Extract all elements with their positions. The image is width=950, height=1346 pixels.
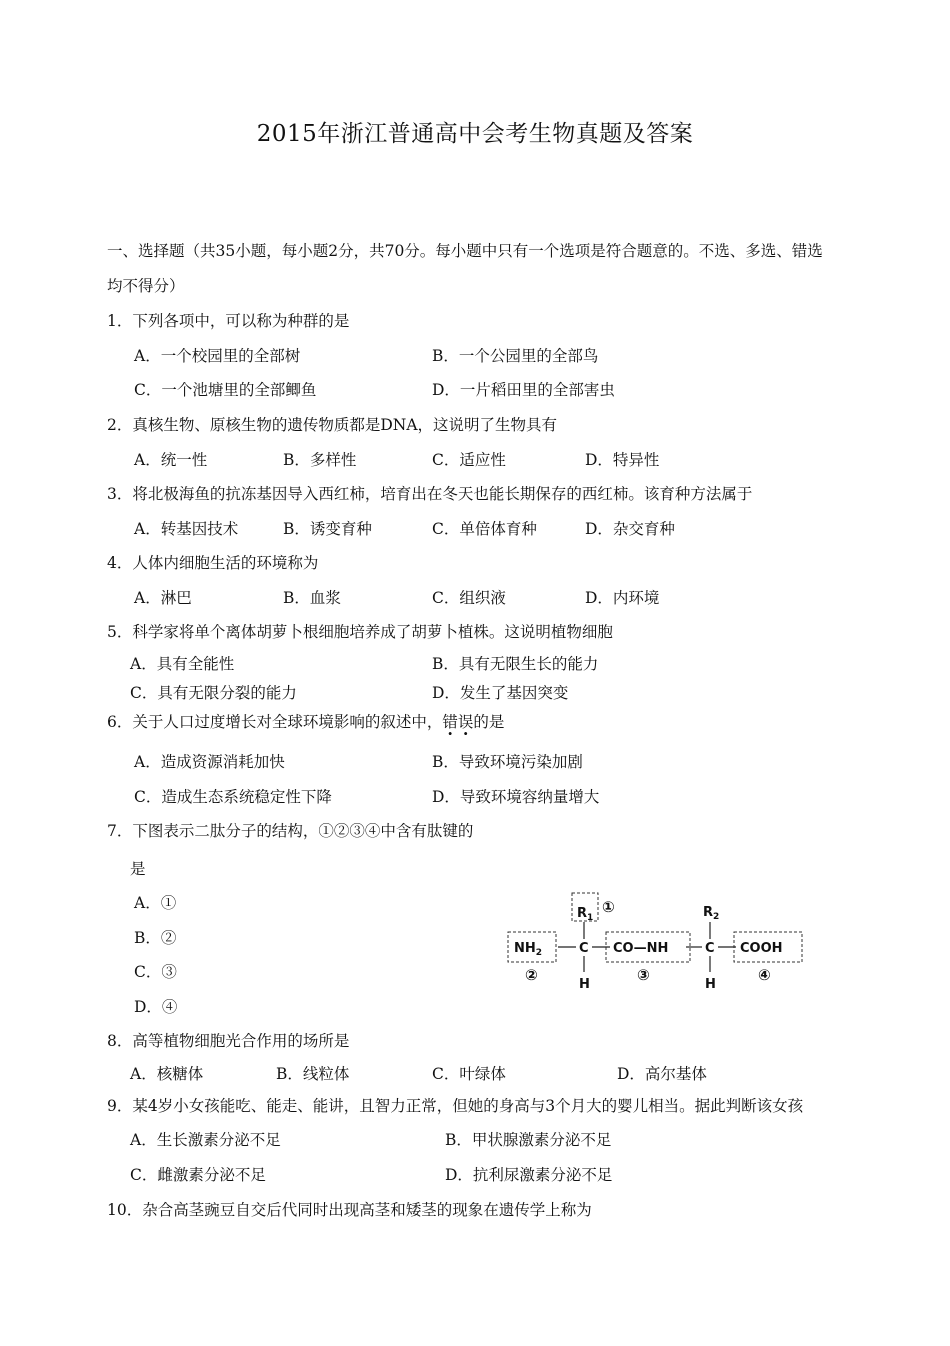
question-7-option-a: A．① (134, 894, 177, 912)
cooh-label: COOH (740, 941, 783, 956)
r2-label: $R_2$ (703, 905, 720, 922)
marker-2: ② (525, 966, 538, 984)
question-8-option-a: A．核糖体 (130, 1065, 204, 1083)
question-4-option-d: D．内环境 (585, 589, 660, 607)
question-9-option-b: B．甲状腺激素分泌不足 (445, 1131, 612, 1149)
question-7-option-b: B．② (134, 929, 177, 947)
question-1-option-c: C．一个池塘里的全部鲫鱼 (134, 381, 317, 399)
question-3-option-a: A．转基因技术 (134, 520, 239, 538)
question-4-option-b: B．血浆 (283, 589, 341, 607)
question-6-option-c: C．造成生态系统稳定性下降 (134, 788, 332, 806)
question-3-option-d: D．杂交育种 (585, 520, 675, 538)
question-8-option-b: B．线粒体 (276, 1065, 350, 1083)
question-3-option-b: B．诱变育种 (283, 520, 372, 538)
question-6-option-d: D．导致环境容纳量增大 (432, 788, 600, 806)
question-10-stem: 10．杂合高茎豌豆自交后代同时出现高茎和矮茎的现象在遗传学上称为 (107, 1201, 592, 1219)
question-7-option-d: D．④ (134, 998, 178, 1016)
question-1-stem: 1．下列各项中，可以称为种群的是 (107, 312, 350, 330)
question-5-option-a: A．具有全能性 (130, 655, 235, 673)
question-2-option-b: B．多样性 (283, 451, 357, 469)
question-6-stem-end: 的是 (473, 713, 505, 731)
dipeptide-structure-diagram (500, 888, 820, 1000)
question-9-option-a: A．生长激素分泌不足 (130, 1131, 281, 1149)
question-2-stem: 2．真核生物、原核生物的遗传物质都是DNA，这说明了生物具有 (107, 416, 558, 434)
section-header-cont: 均不得分） (107, 277, 185, 295)
question-6-option-b: B．导致环境污染加剧 (432, 753, 583, 771)
question-9-option-c: C．雌激素分泌不足 (130, 1166, 266, 1184)
question-6-stem (107, 712, 504, 732)
question-3-stem: 3．将北极海鱼的抗冻基因导入西红柿，培育出在冬天也能长期保存的西红柿。该育种方法属于 (107, 485, 753, 503)
question-6-stem-start: 6．关于人口过度增长对全球环境影响的叙述中， (107, 713, 443, 731)
question-6-option-a: A．造成资源消耗加快 (134, 753, 285, 771)
question-1-option-a: A．一个校园里的全部树 (134, 347, 301, 365)
carbon-1: C (579, 941, 589, 956)
emphasis-char: 误 (457, 713, 474, 731)
question-7-stem-cont: 是 (130, 860, 146, 878)
question-1-option-b: B．一个公园里的全部鸟 (432, 347, 599, 365)
question-5-option-d: D．发生了基因突变 (432, 684, 569, 702)
marker-4: ④ (758, 966, 771, 984)
page-title: 2015年浙江普通高中会考生物真题及答案 (256, 121, 694, 147)
question-5-option-b: B．具有无限生长的能力 (432, 655, 599, 673)
hydrogen-2: H (705, 977, 716, 992)
question-2-option-d: D．特异性 (585, 451, 660, 469)
question-2-option-a: A．统一性 (134, 451, 208, 469)
question-9-stem: 9．某4岁小女孩能吃、能走、能讲，且智力正常，但她的身高与3个月大的婴儿相当。据此判断该女孩 (107, 1097, 804, 1115)
question-8-option-c: C．叶绿体 (432, 1065, 506, 1083)
peptide-bond-label: CO—NH (613, 941, 669, 956)
question-1-option-d: D．一片稻田里的全部害虫 (432, 381, 615, 399)
question-2-option-c: C．适应性 (432, 451, 506, 469)
r1-label: $R_1$ (577, 906, 594, 923)
question-4-option-c: C．组织液 (432, 589, 506, 607)
question-4-option-a: A．淋巴 (134, 589, 192, 607)
question-8-option-d: D．高尔基体 (617, 1065, 707, 1083)
hydrogen-1: H (579, 977, 590, 992)
nh2-label: $NH_2$ (514, 941, 543, 958)
question-7-option-c: C．③ (134, 963, 177, 981)
question-5-option-c: C．具有无限分裂的能力 (130, 684, 297, 702)
question-7-stem: 7．下图表示二肽分子的结构，①②③④中含有肽键的 (107, 822, 474, 840)
marker-1: ① (602, 898, 615, 916)
section-header: 一、选择题（共35小题，每小题2分，共70分。每小题中只有一个选项是符合题意的。不选、多选、错选 (107, 242, 823, 260)
emphasis-char: 错 (442, 713, 458, 731)
question-9-option-d: D．抗利尿激素分泌不足 (445, 1166, 613, 1184)
question-3-option-c: C．单倍体育种 (432, 520, 537, 538)
question-4-stem: 4．人体内细胞生活的环境称为 (107, 554, 319, 572)
carbon-2: C (705, 941, 715, 956)
marker-3: ③ (637, 966, 650, 984)
question-5-stem: 5．科学家将单个离体胡萝卜根细胞培养成了胡萝卜植株。这说明植物细胞 (107, 623, 613, 641)
question-8-stem: 8．高等植物细胞光合作用的场所是 (107, 1032, 350, 1050)
